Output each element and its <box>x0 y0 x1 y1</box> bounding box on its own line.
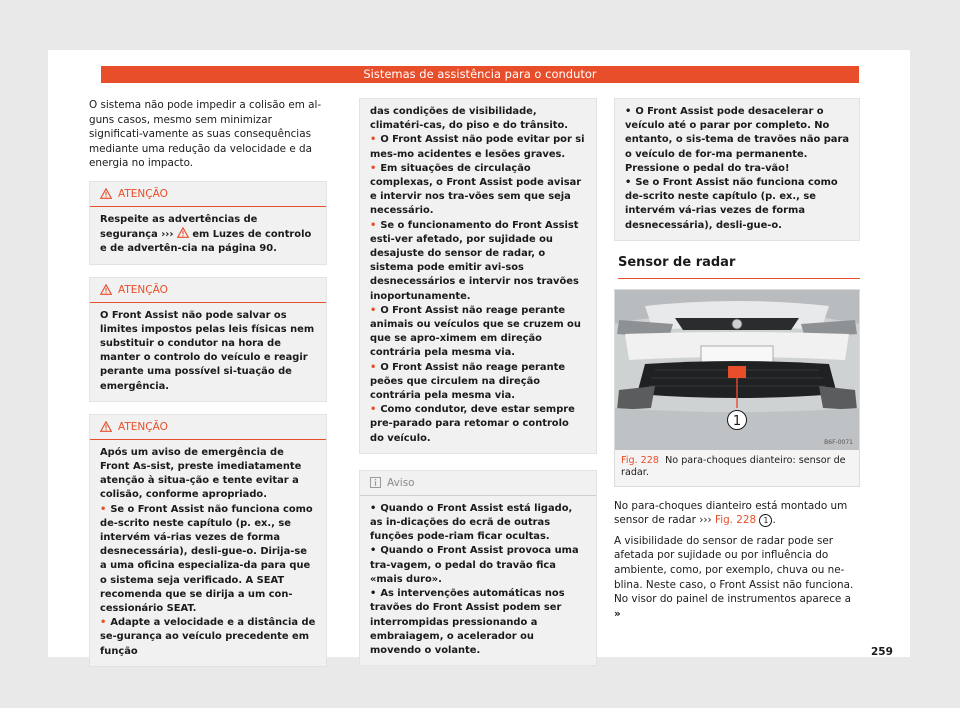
note-title: Aviso <box>387 476 415 489</box>
warning-title: ATENÇÃO <box>118 420 168 433</box>
figure-number: Fig. 228 <box>621 454 659 466</box>
warning-header <box>90 415 326 440</box>
warning-icon <box>100 188 112 199</box>
section-title: Sensor de radar <box>618 255 860 279</box>
figure-caption: Fig. 228 No para-choques dianteiro: sensor de radar. <box>621 454 846 479</box>
figure-callout: 1 <box>732 413 742 429</box>
note-body <box>360 496 596 665</box>
bullet-item: • Como condutor, deve estar sempre pre-parado para retomar o controlo do veículo. <box>370 404 575 444</box>
bullet-item: • As intervenções automáticas nos travões do Front Assist podem ser interrompidas pressionando a embraiagem, o acelerador ou movendo o volante. <box>370 588 565 656</box>
section-header: Sistemas de assistência para o condutor <box>101 66 859 83</box>
warning-box-1 <box>89 181 327 265</box>
warning-title: ATENÇÃO <box>118 187 168 200</box>
warning-body <box>360 99 596 453</box>
warning-link-text[interactable]: em Luzes de controlo e de advertên-cia na página 90. <box>100 229 312 255</box>
warning-continued-box <box>614 98 860 241</box>
note-header <box>360 471 596 496</box>
bullet-item: • Adapte a velocidade e a distância de se-gurança ao veículo precedente em função <box>100 617 316 657</box>
warning-body <box>90 440 326 666</box>
warning-continued-box <box>359 98 597 454</box>
page-number: 259 <box>871 646 893 658</box>
callout-reference: 1 <box>759 514 772 527</box>
warning-text: Após um aviso de emergência de Front As-sist, preste imediatamente atenção à situa-ção e tente evitar a colisão, conforme apropriado. <box>100 446 302 501</box>
warning-body <box>90 207 326 264</box>
figure-code: B6F-0071 <box>824 438 853 446</box>
bullet-item: • O Front Assist não reage perante peões que circulem na direção contrária pela mesma via. <box>370 361 566 402</box>
bullet-item: • Se o Front Assist não funciona como de-scrito neste capítulo (p. ex., se intervém vá-rias vezes de forma desnecessária), desli-gue-o. Dirija-se a uma oficina especializa-da para que o sistema seja verificado. A SEAT recomenda que se dirija a um con-cessionário SEAT. <box>100 503 313 615</box>
bullet-item: • Se o funcionamento do Front Assist esti-ver afetado, por sujidade ou desajuste do sensor de radar, o sistema pode emitir avi-sos desnecessários e intervir nos travões inoportunamente. <box>370 219 579 302</box>
warning-header <box>90 182 326 207</box>
bullet-item: • Em situações de circulação complexas, o Front Assist pode avisar e intervir nos tra-vões sem que seja necessário. <box>370 162 582 217</box>
note-box <box>359 470 597 666</box>
car-front-illustration <box>615 290 859 450</box>
column-3 <box>614 98 860 627</box>
warning-text: O Front Assist não pode salvar os limites impostos pelas leis físicas nem substituir o condutor na hora de manter o controlo do veículo e reagir perante uma possível si-tuação de emergência. <box>100 309 315 392</box>
bullet-item: • O Front Assist pode desacelerar o veículo até o parar por completo. No entanto, o sis-tema de travões não para o veículo de for-ma permanente. Pressione o pedal do tra-vão! <box>625 106 849 174</box>
warning-box-3 <box>89 414 327 667</box>
warning-text: das condições de visibilidade, climatéri-cas, do piso e do trânsito. <box>370 106 569 132</box>
warning-icon <box>177 227 189 238</box>
intro-paragraph: O sistema não pode impedir a colisão em al-guns casos, mesmo sem minimizar significati-vamente as suas consequências mediante uma redução da velocidade e da energia no impacto. <box>89 99 322 170</box>
continuation-mark: » <box>614 607 621 620</box>
warning-body <box>90 303 326 401</box>
bullet-item: • O Front Assist não reage perante animais ou veículos que se cruzem ou que se apro-ximem em direção contrária pela mesma via. <box>370 304 581 359</box>
bullet-item: • Quando o Front Assist provoca uma tra-vagem, o pedal do travão fica «mais duro». <box>370 545 579 585</box>
figure-reference-link[interactable]: Fig. 228 <box>714 514 757 527</box>
column-1 <box>89 98 327 679</box>
bullet-item: • Quando o Front Assist está ligado, as in-dicações do ecrã de outras funções pode-riam ficar ocultas. <box>370 502 573 543</box>
warning-box-2 <box>89 277 327 402</box>
bullet-item: • O Front Assist não pode evitar por si mes-mo acidentes e lesões graves. <box>370 134 585 160</box>
column-2 <box>359 98 597 678</box>
bullet-item: • Se o Front Assist não funciona como de-scrito neste capítulo (p. ex., se intervém vá-rias vezes de forma desnecessária), desli-gue-o. <box>625 177 838 231</box>
warning-text: Respeite as advertências de segurança ››› <box>100 213 258 241</box>
figure-228 <box>614 289 860 487</box>
info-icon <box>370 477 381 488</box>
warning-header <box>90 278 326 303</box>
warning-body <box>615 99 859 240</box>
warning-icon <box>100 421 112 432</box>
radar-paragraph-2: A visibilidade do sensor de radar pode ser afetada por sujidade ou por influência do ambiente, como, por exemplo, chuva ou ne-blina. Neste caso, o Front Assist não funciona. No visor do painel de instrumentos aparece a » <box>614 534 854 620</box>
radar-paragraph-1: No para-choques dianteiro está montado um sensor de radar ››› Fig. 228 1 . <box>614 499 848 527</box>
warning-icon <box>100 284 112 295</box>
warning-title: ATENÇÃO <box>118 283 168 296</box>
